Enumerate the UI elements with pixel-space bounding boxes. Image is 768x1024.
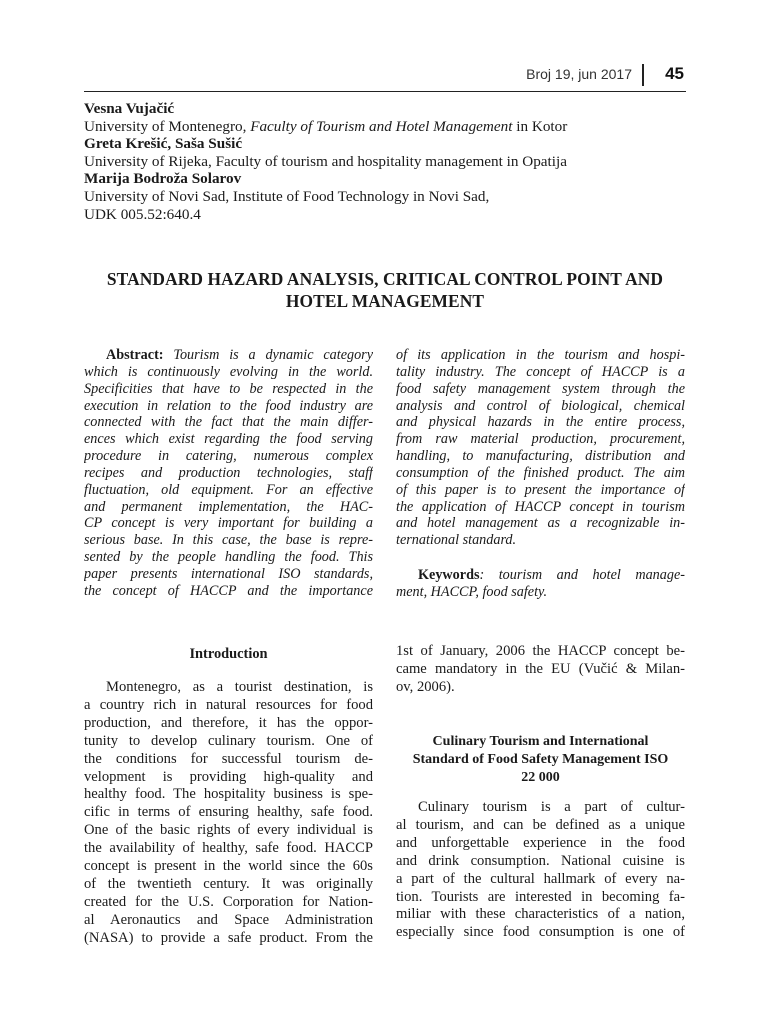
header-rule bbox=[84, 91, 686, 92]
abstract-line bbox=[84, 347, 373, 364]
introduction-right-column bbox=[396, 643, 685, 697]
authors-block bbox=[84, 100, 704, 223]
text-line: ences which exist regarding the food serving bbox=[84, 431, 373, 448]
text-line: and permanent implementation, the HAC- bbox=[84, 498, 373, 515]
text-line: cific in terms of ensuring healthy, safe food. bbox=[84, 804, 373, 821]
text-line: came mandatory in the EU (Vučić & Milan- bbox=[396, 660, 685, 677]
keywords-block bbox=[396, 567, 685, 601]
text-line: One of the basic rights of every individual is bbox=[84, 822, 373, 839]
keywords-line bbox=[396, 567, 685, 584]
text-line: the application of HACCP concept in tourism bbox=[396, 498, 685, 515]
text-line: consumption of the finished product. The aim bbox=[396, 464, 685, 481]
udk-code: UDK 005.52:640.4 bbox=[84, 205, 201, 223]
text-line: which is continuously evolving in the world. bbox=[84, 363, 373, 380]
text-line: paper presents international ISO standards, bbox=[84, 565, 373, 582]
text-line: 1st of January, 2006 the HACCP concept be- bbox=[396, 643, 685, 659]
text-line: healthy food. The hospitality business is spe- bbox=[84, 786, 373, 803]
text-line: especially since food consumption is one of bbox=[396, 924, 685, 941]
text-line: of this paper is to present the importance of bbox=[396, 481, 685, 498]
text-line: a country rich in natural resources for food bbox=[84, 696, 373, 713]
text-line: concept is present in the world since the 60s bbox=[84, 858, 373, 875]
text-line: the conditions for successful tourism de- bbox=[84, 750, 373, 767]
text-line: and drink consumption. National cuisine is bbox=[396, 852, 685, 869]
abstract-left-column bbox=[84, 347, 373, 600]
author-name: Greta Krešić, Saša Sušić bbox=[84, 135, 243, 153]
text-line: tunity to develop culinary tourism. One of bbox=[84, 732, 373, 749]
journal-issue: Broj 19, jun 2017 bbox=[526, 66, 632, 82]
text-line: connected with the fact that the main differ- bbox=[84, 414, 373, 431]
text-line: (NASA) to provide a safe product. From the bbox=[84, 929, 373, 946]
text-line: and physical hazards in the entire process, bbox=[396, 414, 685, 431]
text-line: and unforgettable experience in the food bbox=[396, 834, 685, 851]
section-body bbox=[396, 799, 685, 942]
text-line: and hotel management as a recognizable in- bbox=[396, 515, 685, 532]
text-line: execution in relation to the food industry are bbox=[84, 397, 373, 414]
introduction-left-column bbox=[84, 679, 373, 948]
text-line: sented by the people handling the food. This bbox=[84, 549, 373, 566]
text-line: Specificities that have to be respected in the bbox=[84, 380, 373, 397]
introduction-heading: Introduction bbox=[189, 646, 268, 662]
author-affiliation: University of Novi Sad, Institute of Food Technology in Novi Sad, bbox=[84, 187, 490, 205]
author-affiliation bbox=[84, 118, 704, 136]
text-line: production, and therefore, it has the oppor- bbox=[84, 714, 373, 731]
text-line: tality industry. The concept of HACCP is a bbox=[396, 363, 685, 380]
text-line: procedure in catering, numerous complex bbox=[84, 448, 373, 465]
affiliation-text: University of Montenegro, bbox=[84, 117, 251, 135]
section-heading-line: 22 000 bbox=[521, 769, 560, 785]
text-line: a part of the cultural hallmark of every na- bbox=[396, 870, 685, 887]
abstract-text: Tourism is a dynamic category bbox=[163, 347, 373, 363]
page-number: 45 bbox=[665, 64, 684, 83]
text-line: CP concept is very important for building a bbox=[84, 515, 373, 532]
keywords-text: : tourism and hotel manage- bbox=[479, 567, 685, 583]
text-line: of its application in the tourism and hospi- bbox=[396, 347, 685, 363]
text-line: miliar with these characteristics of a nation, bbox=[396, 906, 685, 923]
text-line: al Aeronautics and Space Administration bbox=[84, 911, 373, 928]
text-line: the availability of healthy, safe food. HACCP bbox=[84, 840, 373, 857]
keywords-line: ment, HACCP, food safety. bbox=[396, 583, 548, 600]
author-name: Marija Bodroža Solarov bbox=[84, 170, 242, 188]
text-line: fluctuation, old equipment. For an effective bbox=[84, 481, 373, 498]
text-line: velopment is providing high-quality and bbox=[84, 768, 373, 785]
text-line: ternational standard. bbox=[396, 532, 517, 549]
title-line: STANDARD HAZARD ANALYSIS, CRITICAL CONTROL POINT AND bbox=[106, 269, 664, 289]
author-name: Vesna Vujačić bbox=[84, 100, 175, 117]
affiliation-italic: Faculty of Tourism and Hotel Management bbox=[250, 117, 513, 135]
text-line: of the twentieth century. It was originally bbox=[84, 875, 373, 892]
text-line: recipes and production technologies, staff bbox=[84, 464, 373, 481]
affiliation-text: in Kotor bbox=[512, 117, 568, 135]
text-line: ov, 2006). bbox=[396, 678, 455, 695]
text-line: created for the U.S. Corporation for Nation- bbox=[84, 893, 373, 910]
abstract-right-column bbox=[396, 347, 685, 549]
section-heading bbox=[396, 733, 685, 786]
text-line: Montenegro, as a tourist destination, is bbox=[106, 679, 373, 695]
section-heading-line: Culinary Tourism and International bbox=[432, 734, 649, 749]
text-line: food safety management system through the bbox=[396, 380, 685, 397]
text-line: serious base. In this case, the base is repre- bbox=[84, 532, 373, 549]
text-line: from raw material production, procurement, bbox=[396, 431, 685, 448]
section-heading-line: Standard of Food Safety Management ISO bbox=[412, 751, 669, 767]
text-line: the concept of HACCP and the importance bbox=[84, 582, 373, 599]
text-line: Culinary tourism is a part of cultur- bbox=[418, 799, 685, 815]
paper-title bbox=[84, 268, 686, 312]
text-line: handling, to manufacturing, distribution and bbox=[396, 448, 685, 465]
running-header bbox=[84, 66, 686, 90]
keywords-label: Keywords bbox=[418, 567, 480, 583]
abstract-label: Abstract: bbox=[106, 347, 164, 363]
header-separator bbox=[642, 64, 644, 86]
title-line: HOTEL MANAGEMENT bbox=[285, 291, 485, 311]
text-line: al tourism, and can be defined as a unique bbox=[396, 816, 685, 833]
text-line: analysis and control of biological, chemical bbox=[396, 397, 685, 414]
author-affiliation: University of Rijeka, Faculty of tourism and hospitality management in Opatija bbox=[84, 152, 567, 170]
text-line: tion. Tourists are interested in becoming fa- bbox=[396, 888, 685, 905]
